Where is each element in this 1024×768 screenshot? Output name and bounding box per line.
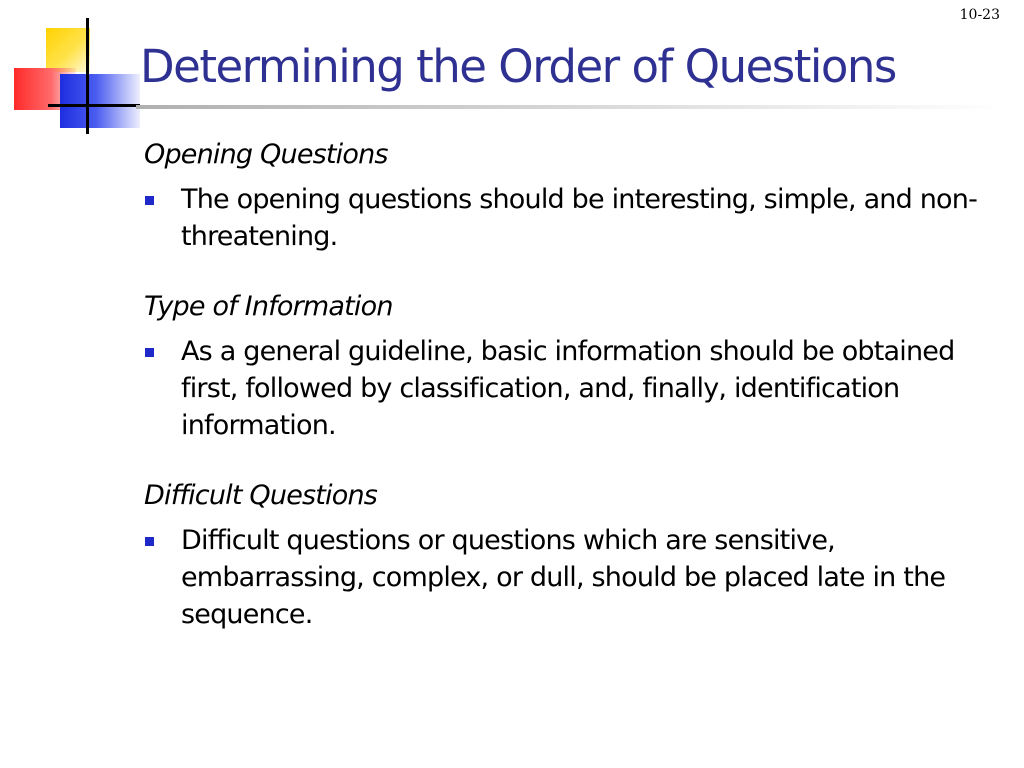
section-heading: Type of Information <box>144 291 393 322</box>
bullet-item <box>144 522 1004 633</box>
logo-horizontal-line <box>48 104 140 107</box>
slide-content <box>144 137 1004 667</box>
section-heading: Difficult Questions <box>144 480 378 511</box>
section-type-of-information <box>144 289 1004 444</box>
section-difficult-questions <box>144 478 1004 633</box>
bullet-text: As a general guideline, basic information should be obtained first, followed by classification, and, finally, identification information. <box>181 336 955 441</box>
decorative-squares-logo <box>0 0 150 140</box>
title-underline <box>136 105 1006 109</box>
section-heading: Opening Questions <box>144 139 388 170</box>
bullet-item <box>144 181 1004 255</box>
slide-number: 10-23 <box>959 7 1000 23</box>
bullet-item <box>144 333 1004 444</box>
bullet-text: The opening questions should be interesting, simple, and non-threatening. <box>181 184 978 252</box>
bullet-text: Difficult questions or questions which are sensitive, embarrassing, complex, or dull, should be placed late in the sequence. <box>181 525 946 630</box>
square-bullet-icon <box>145 537 154 546</box>
logo-yellow-square <box>46 28 90 72</box>
square-bullet-icon <box>145 348 154 357</box>
logo-blue-square <box>60 74 140 128</box>
logo-vertical-line <box>86 18 89 134</box>
section-opening-questions <box>144 137 1004 255</box>
slide-title: Determining the Order of Questions <box>140 40 896 93</box>
square-bullet-icon <box>145 196 154 205</box>
